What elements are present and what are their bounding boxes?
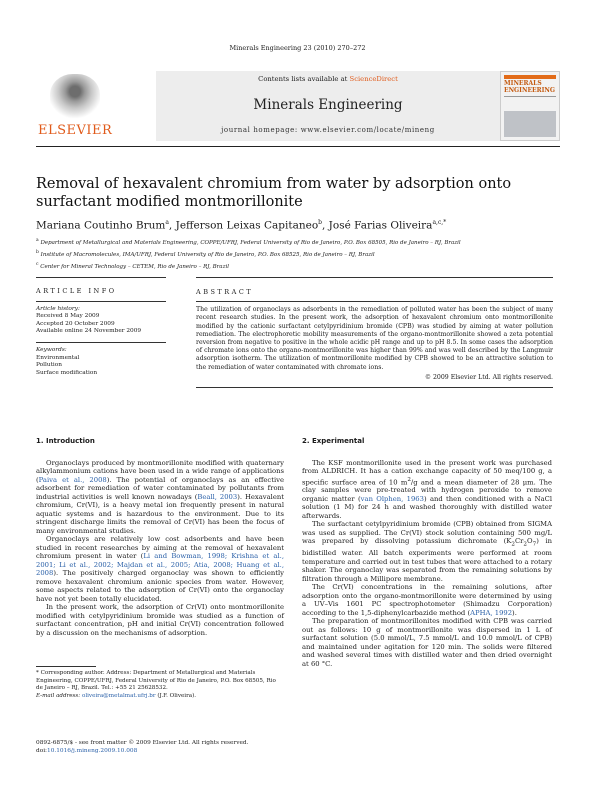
footnote xyxy=(36,666,284,700)
affiliation: $^b$ Institute of Macromolecules, IMA/UFRJ, Federal University of Rio de Janeiro, P.O. Box 68525, Rio de Janeiro – RJ, Brazil xyxy=(36,249,375,258)
column-left xyxy=(36,437,284,637)
online-date: Available online 24 November 2009 xyxy=(36,328,142,335)
journal-cover-thumbnail[interactable] xyxy=(500,71,560,141)
footnote-rule xyxy=(36,666,96,667)
journal-homepage xyxy=(156,126,500,134)
cover-image xyxy=(504,111,556,137)
author-sup: a,c,* xyxy=(432,219,447,226)
article-info xyxy=(36,288,166,377)
intro-paragraph: In the present work, the adsorption of Cr(VI) onto montmorillonite modified with cetylpyridinium bromide was studied as a function of surfactant concentration, pH and initial Cr(VI) concentration followed by a discussion on the mechanisms of adsorption. xyxy=(36,603,284,637)
cover-band xyxy=(504,75,556,79)
header-rule xyxy=(36,146,560,147)
keyword: Surface modification xyxy=(36,369,98,376)
keywords-divider xyxy=(36,342,166,343)
issn-line: 0892-6875/$ - see front matter © 2009 Elsevier Ltd. All rights reserved. xyxy=(36,740,249,746)
journal-banner xyxy=(156,71,500,141)
experimental-paragraph: The Cr(VI) concentrations in the remaining solutions, after adsorption onto the organo-montmorillonite were determined by using a UV–Vis 1601 PC spectrophotometer (Shimadzu Corporation) according to the 1,5-diphenylcarbazide method (APHA, 1992). xyxy=(302,583,552,617)
email-link[interactable]: oliveira@metalmat.ufrj.br xyxy=(81,692,156,699)
column-right xyxy=(302,437,552,668)
citation-link[interactable]: Paiva et al., 2008 xyxy=(38,475,107,484)
journal-header xyxy=(36,71,560,141)
elsevier-wordmark: ELSEVIER xyxy=(38,123,113,138)
footnote-text: * Corresponding author. Address: Department of Metallurgical and Materials Engineering, COPPE/UFRJ, Federal University of Rio de Janeiro, P.O. Box 68505, Rio de Janeiro – RJ, Brazil. Tel.: +55 21 25628532. xyxy=(36,670,276,691)
footnote-email: E-mail address: oliveira@metalmat.ufrj.br (J.F. Oliveira). xyxy=(36,692,197,699)
abstract-heading: ABSTRACT xyxy=(196,288,254,296)
received-date: Received 8 May 2009 xyxy=(36,313,100,320)
abstract xyxy=(196,288,553,388)
abstract-divider xyxy=(196,301,553,302)
sciencedirect-link[interactable]: ScienceDirect xyxy=(349,75,398,83)
citation-link[interactable]: APHA, 1992 xyxy=(470,608,513,617)
doi-link[interactable]: 10.1016/j.mineng.2009.10.008 xyxy=(47,748,138,754)
tree-icon xyxy=(50,74,100,120)
section-heading-experimental: 2. Experimental xyxy=(302,437,365,445)
citation-link[interactable]: Beall, 2003 xyxy=(197,492,238,501)
intro-paragraph: Organoclays produced by montmorillonite modified with quaternary alkylammonium cations have been used in a wide range of applications (Paiva et al., 2008). The potential of organoclays as an effective adsorbent for remediation of water contaminated by pollutants from industrial activities is well known nowadays (Beall, 2003). Hexavalent chromium, Cr(VI), is a heavy metal ion frequently present in natural aquatic systems and is hazardous to the environment. Due to its stringent discharge limits the removal of Cr(VI) has been the focus of many environmental studies. xyxy=(36,458,284,535)
citation-link[interactable]: van Olphen, 1963 xyxy=(360,494,424,503)
contents-line xyxy=(156,75,500,83)
intro-paragraph: Organoclays are relatively low cost adsorbents and have been studied in recent researches by aiming at the removal of hexavalent chromium present in water (Li and Bowman, 1998; Krishna et al., 2001; Li et al., 2002; Majdan et al., 2005; Atia, 2008; Huang et al., 2008). The positively charged organoclay was shown to efficiently remove hexavalent chromium anionic species from water. However, some aspects related to the adsorption of Cr(VI) onto the organoclay have not yet been totally elucidated. xyxy=(36,535,284,603)
affiliation: $^c$ Center for Mineral Technology – CETEM, Rio de Janeiro – RJ, Brazil xyxy=(36,261,230,270)
homepage-prefix: journal homepage: xyxy=(221,126,298,134)
journal-title: Minerals Engineering xyxy=(253,97,403,113)
affiliation: $^a$ Department of Metallurgical and Materials Engineering, COPPE/UFRJ, Federal University of Rio de Janeiro, P.O. Box 68505, Rio de Janeiro – RJ, Brazil xyxy=(36,238,461,246)
article-title: Removal of hexavalent chromium from water by adsorption onto surfactant modified montmorillonite xyxy=(36,176,512,210)
experimental-paragraph: The preparation of montmorillonites modified with CPB was carried out as follows: 10 g of montmorillonite was dispersed in 1 L of surfactant solution (5.0 mmol/L, 7.5 mmol/L and 10.0 mmol/L of CPB) and maintained under agitation for 120 min. The solids were filtered and washed several times with distilled water and then dried overnight at 60 °C. xyxy=(302,617,552,668)
author-name: José Farias Oliveira xyxy=(328,219,433,232)
history-label: Article history: xyxy=(36,305,80,312)
cover-title: MINERALS ENGINEERING xyxy=(504,80,556,94)
keywords-label: Keywords: xyxy=(36,346,67,353)
front-matter xyxy=(36,739,336,755)
author-sup: a xyxy=(165,219,169,226)
section-heading-introduction: 1. Introduction xyxy=(36,437,95,445)
article-info-rule xyxy=(36,277,166,278)
abstract-rule xyxy=(196,277,553,278)
experimental-paragraph: The surfactant cetylpyridinium bromide (CPB) obtained from SIGMA was used as supplied. The Cr(VI) stock solution containing 500 mg/L was prepared by dissolving potassium dichromate $(K_2Cr_2O_7)$ in bidistilled water. All batch experiments were performed at room temperature and carried out in test tubes that were attached to a rotary shaker. The organoclay was separated from the remaining solutions by filtration through a Millipore membrane. xyxy=(302,520,552,583)
contents-prefix: Contents lists available at xyxy=(258,75,348,83)
accepted-date: Accepted 20 October 2009 xyxy=(36,320,115,327)
experimental-paragraph: The KSF montmorillonite used in the present work was purchased from ALDRICH. It has a cation exchange capacity of 50 meq/100 g, a specific surface area of 10 $m^2/g$ and a mean diameter of 28 μm. The clay samples were pre-treated with hydrogen peroxide to remove organic matter (van Olphen, 1963) and then conditioned with a NaCl solution (1 M) for 24 h and washed thoroughly with distilled water afterwards. xyxy=(302,458,553,520)
author-sup: b xyxy=(318,219,322,226)
article-info-divider xyxy=(36,301,166,302)
author-name: Jefferson Leixas Capitaneo xyxy=(175,219,319,232)
citation-link[interactable]: Li and Bowman, 1998; Krishna et al., 2001; Li et al., 2002; Majdan et al., 2005; Atia, 2008; Huang et al., 2008 xyxy=(36,552,284,577)
journal-reference: Minerals Engineering 23 (2010) 270–272 xyxy=(229,44,366,52)
keyword: Environmental xyxy=(36,354,80,361)
homepage-link[interactable]: www.elsevier.com/locate/mineng xyxy=(300,126,435,134)
abstract-text: The utilization of organoclays as adsorbents in the remediation of polluted water has been the subject of many recent research studies. In the present work, the adsorption of hexavalent chromium onto montmorillonite modified by the cationic surfactant cetylpyridinium bromide (CPB) was studied by aiming at water pollution remediation. The electrophoretic mobility measurements of the organo-montmorillonite showed a zeta potential reversion from negative to positive in the whole acidic pH range and up to pH 8.5. In some cases the adsorption of chromate ions onto the organo-montmorillonite was higher than 99% and was well described by the Langmuir adsorption isotherm. The utilization of montmorillonite modified by CPB showed to be an attractive solution to the remediation of water contaminated with chromate ions. xyxy=(196,306,553,371)
article-info-heading: ARTICLE INFO xyxy=(36,287,117,295)
doi-line: doi:10.1016/j.mineng.2009.10.008 xyxy=(36,748,138,754)
cover-divider xyxy=(504,96,556,97)
copyright-notice: © 2009 Elsevier Ltd. All rights reserved. xyxy=(424,373,553,381)
author-name: Mariana Coutinho Brum xyxy=(36,219,166,232)
affiliations xyxy=(36,236,560,271)
abstract-bottom-rule xyxy=(196,387,553,388)
keyword: Pollution xyxy=(36,362,63,369)
elsevier-logo[interactable] xyxy=(36,71,156,141)
author-list: Mariana Coutinho Brum$^a$, Jefferson Leixas Capitaneo$^b$, José Farias Oliveira$^{a,c,*}$ xyxy=(36,219,447,232)
